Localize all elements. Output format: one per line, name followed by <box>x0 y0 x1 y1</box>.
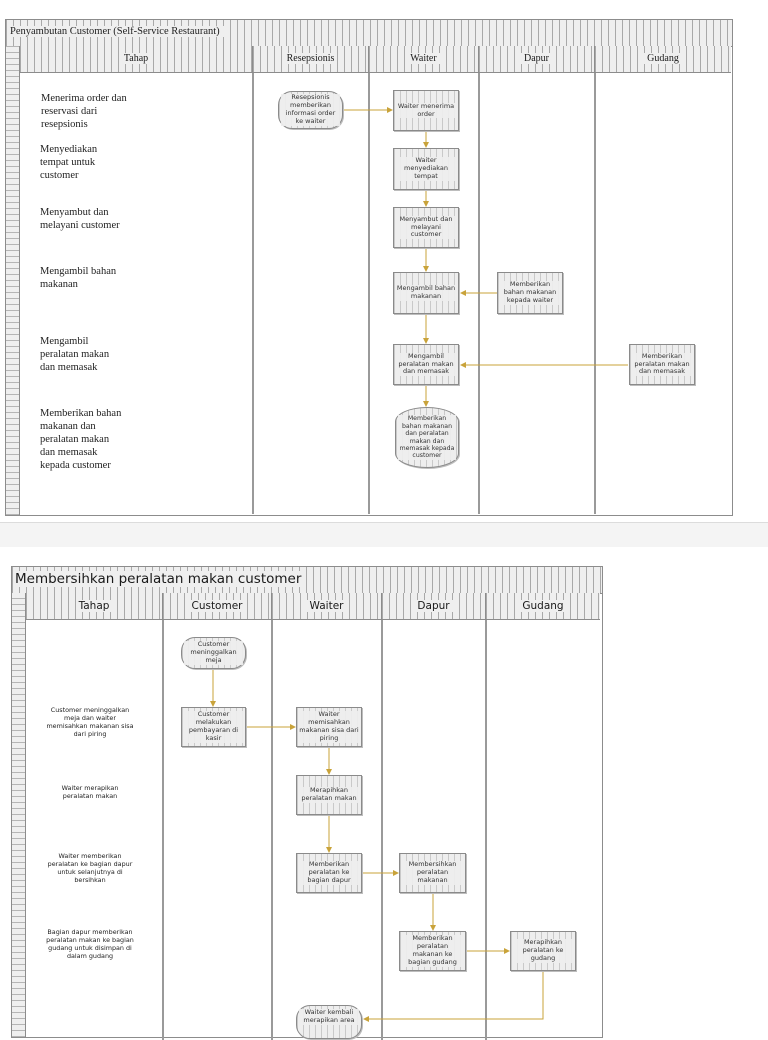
node-mengambil-peralatan: Mengambil peralatan makan dan memasak <box>393 344 459 385</box>
node-resepsionis-info: Resepsionis memberikan informasi order ke waiter <box>278 91 343 129</box>
node-beri-gudang: Memberikan peralatan makanan ke bagian gudang <box>399 931 466 971</box>
stage-label: Menerima order dan reservasi dari resepsionis <box>41 93 127 130</box>
diagram-2-title: Membersihkan peralatan makan customer <box>15 571 305 587</box>
node-gudang-beri: Memberikan peralatan makan dan memasak <box>629 344 695 385</box>
lane-header-tahap: Tahap <box>20 46 253 73</box>
lane-header-waiter: Waiter <box>369 46 479 73</box>
lane-header-resepsionis: Resepsionis <box>253 46 369 73</box>
node-customer-tinggal: Customer meninggalkan meja <box>181 637 246 669</box>
node-rapihkan-gudang: Merapihkan peralatan ke gudang <box>510 931 576 971</box>
node-bersihkan: Membersihkan peralatan makanan <box>399 853 466 893</box>
stage-label: Mengambil peralatan makan dan memasak <box>40 336 110 373</box>
lane-header-gudang: Gudang <box>595 46 731 73</box>
node-dapur-beri: Memberikan bahan makanan kepada waiter <box>497 272 563 314</box>
node-beri-customer: Memberikan bahan makanan dan peralatan makan dan memasak kepada customer <box>395 407 459 468</box>
connector-arrow <box>364 971 543 1019</box>
stage-label: Menyambut dan melayani customer <box>40 207 120 231</box>
page-gap <box>0 522 768 548</box>
diagram-2-connectors <box>0 547 768 1024</box>
node-waiter-kembali: Waiter kembali merapikan area <box>296 1005 362 1039</box>
diagram-1-title: Penyambutan Customer (Self-Service Restaurant) <box>10 26 224 37</box>
lane-header-waiter: Waiter <box>272 593 382 620</box>
stage-label: Mengambil bahan makanan <box>40 266 117 290</box>
lane-header-gudang: Gudang <box>486 593 600 620</box>
stage-label: Waiter memberikan peralatan ke bagian dapur untuk selanjutnya di bersihkan <box>47 852 133 884</box>
stage-label: Customer meninggalkan meja dan waiter memisahkan makanan sisa dari piring <box>46 706 134 738</box>
node-mengambil-bahan: Mengambil bahan makanan <box>393 272 459 314</box>
stage-label: Waiter merapikan peralatan makan <box>61 784 119 800</box>
stage-label: Bagian dapur memberikan peralatan makan ke bagian gudang untuk disimpan di dalam gudang <box>46 928 134 960</box>
lane-header-dapur: Dapur <box>479 46 595 73</box>
node-waiter-terima: Waiter menerima order <box>393 90 459 131</box>
node-menyambut: Menyambut dan melayani customer <box>393 207 459 248</box>
stage-label: Memberikan bahan makanan dan peralatan makan dan memasak kepada customer <box>40 408 122 471</box>
diagram-2-sheet <box>0 547 768 1024</box>
lane-header-dapur: Dapur <box>382 593 486 620</box>
node-waiter-sediakan: Waiter menyediakan tempat <box>393 148 459 190</box>
node-customer-bayar: Customer melakukan pembayaran di kasir <box>181 707 246 747</box>
lane-header-customer: Customer <box>163 593 272 620</box>
node-beri-dapur: Memberikan peralatan ke bagian dapur <box>296 853 362 893</box>
node-waiter-pisah: Waiter memisahkan makanan sisa dari piring <box>296 707 362 747</box>
node-merapihkan-makan: Merapihkan peralatan makan <box>296 775 362 815</box>
stage-label: Menyediakan tempat untuk customer <box>40 144 98 181</box>
lane-header-tahap: Tahap <box>26 593 163 620</box>
